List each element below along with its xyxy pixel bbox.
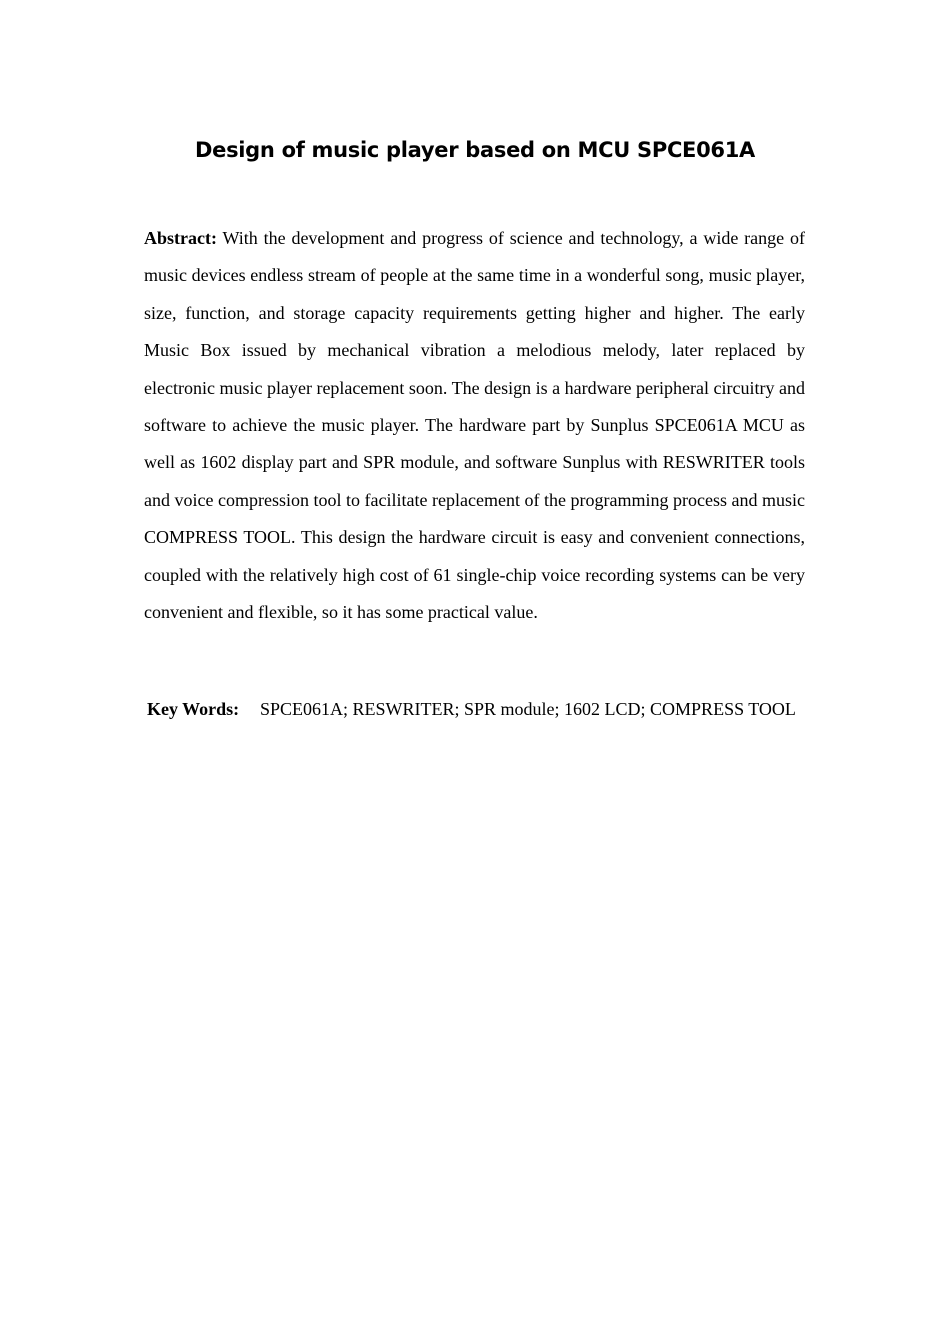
keywords-label: Key Words: (147, 699, 240, 719)
keywords-section (147, 691, 805, 728)
abstract-label: Abstract: (144, 228, 217, 248)
abstract-text: With the development and progress of science and technology, a wide range of music devices endless stream of people at the same time in a wonderful song, music player, size, function, and storage capacity requirements getting higher and higher. The early Music Box issued by mechanical vibration a melodious melody, later replaced by electronic music player replacement soon. The design is a hardware peripheral circuitry and software to achieve the music player. The hardware part by Sunplus SPCE061A MCU as well as 1602 display part and SPR module, and software Sunplus with RESWRITER tools and voice compression tool to facilitate replacement of the programming process and music COMPRESS TOOL. This design the hardware circuit is easy and convenient connections, coupled with the relatively high cost of 61 single-chip voice recording systems can be very convenient and flexible, so it has some practical value. (144, 228, 805, 623)
document-title: Design of music player based on MCU SPCE061A (195, 138, 755, 162)
abstract-paragraph (144, 220, 805, 631)
keywords-text: SPCE061A; RESWRITER; SPR module; 1602 LCD; COMPRESS TOOL (260, 699, 796, 719)
